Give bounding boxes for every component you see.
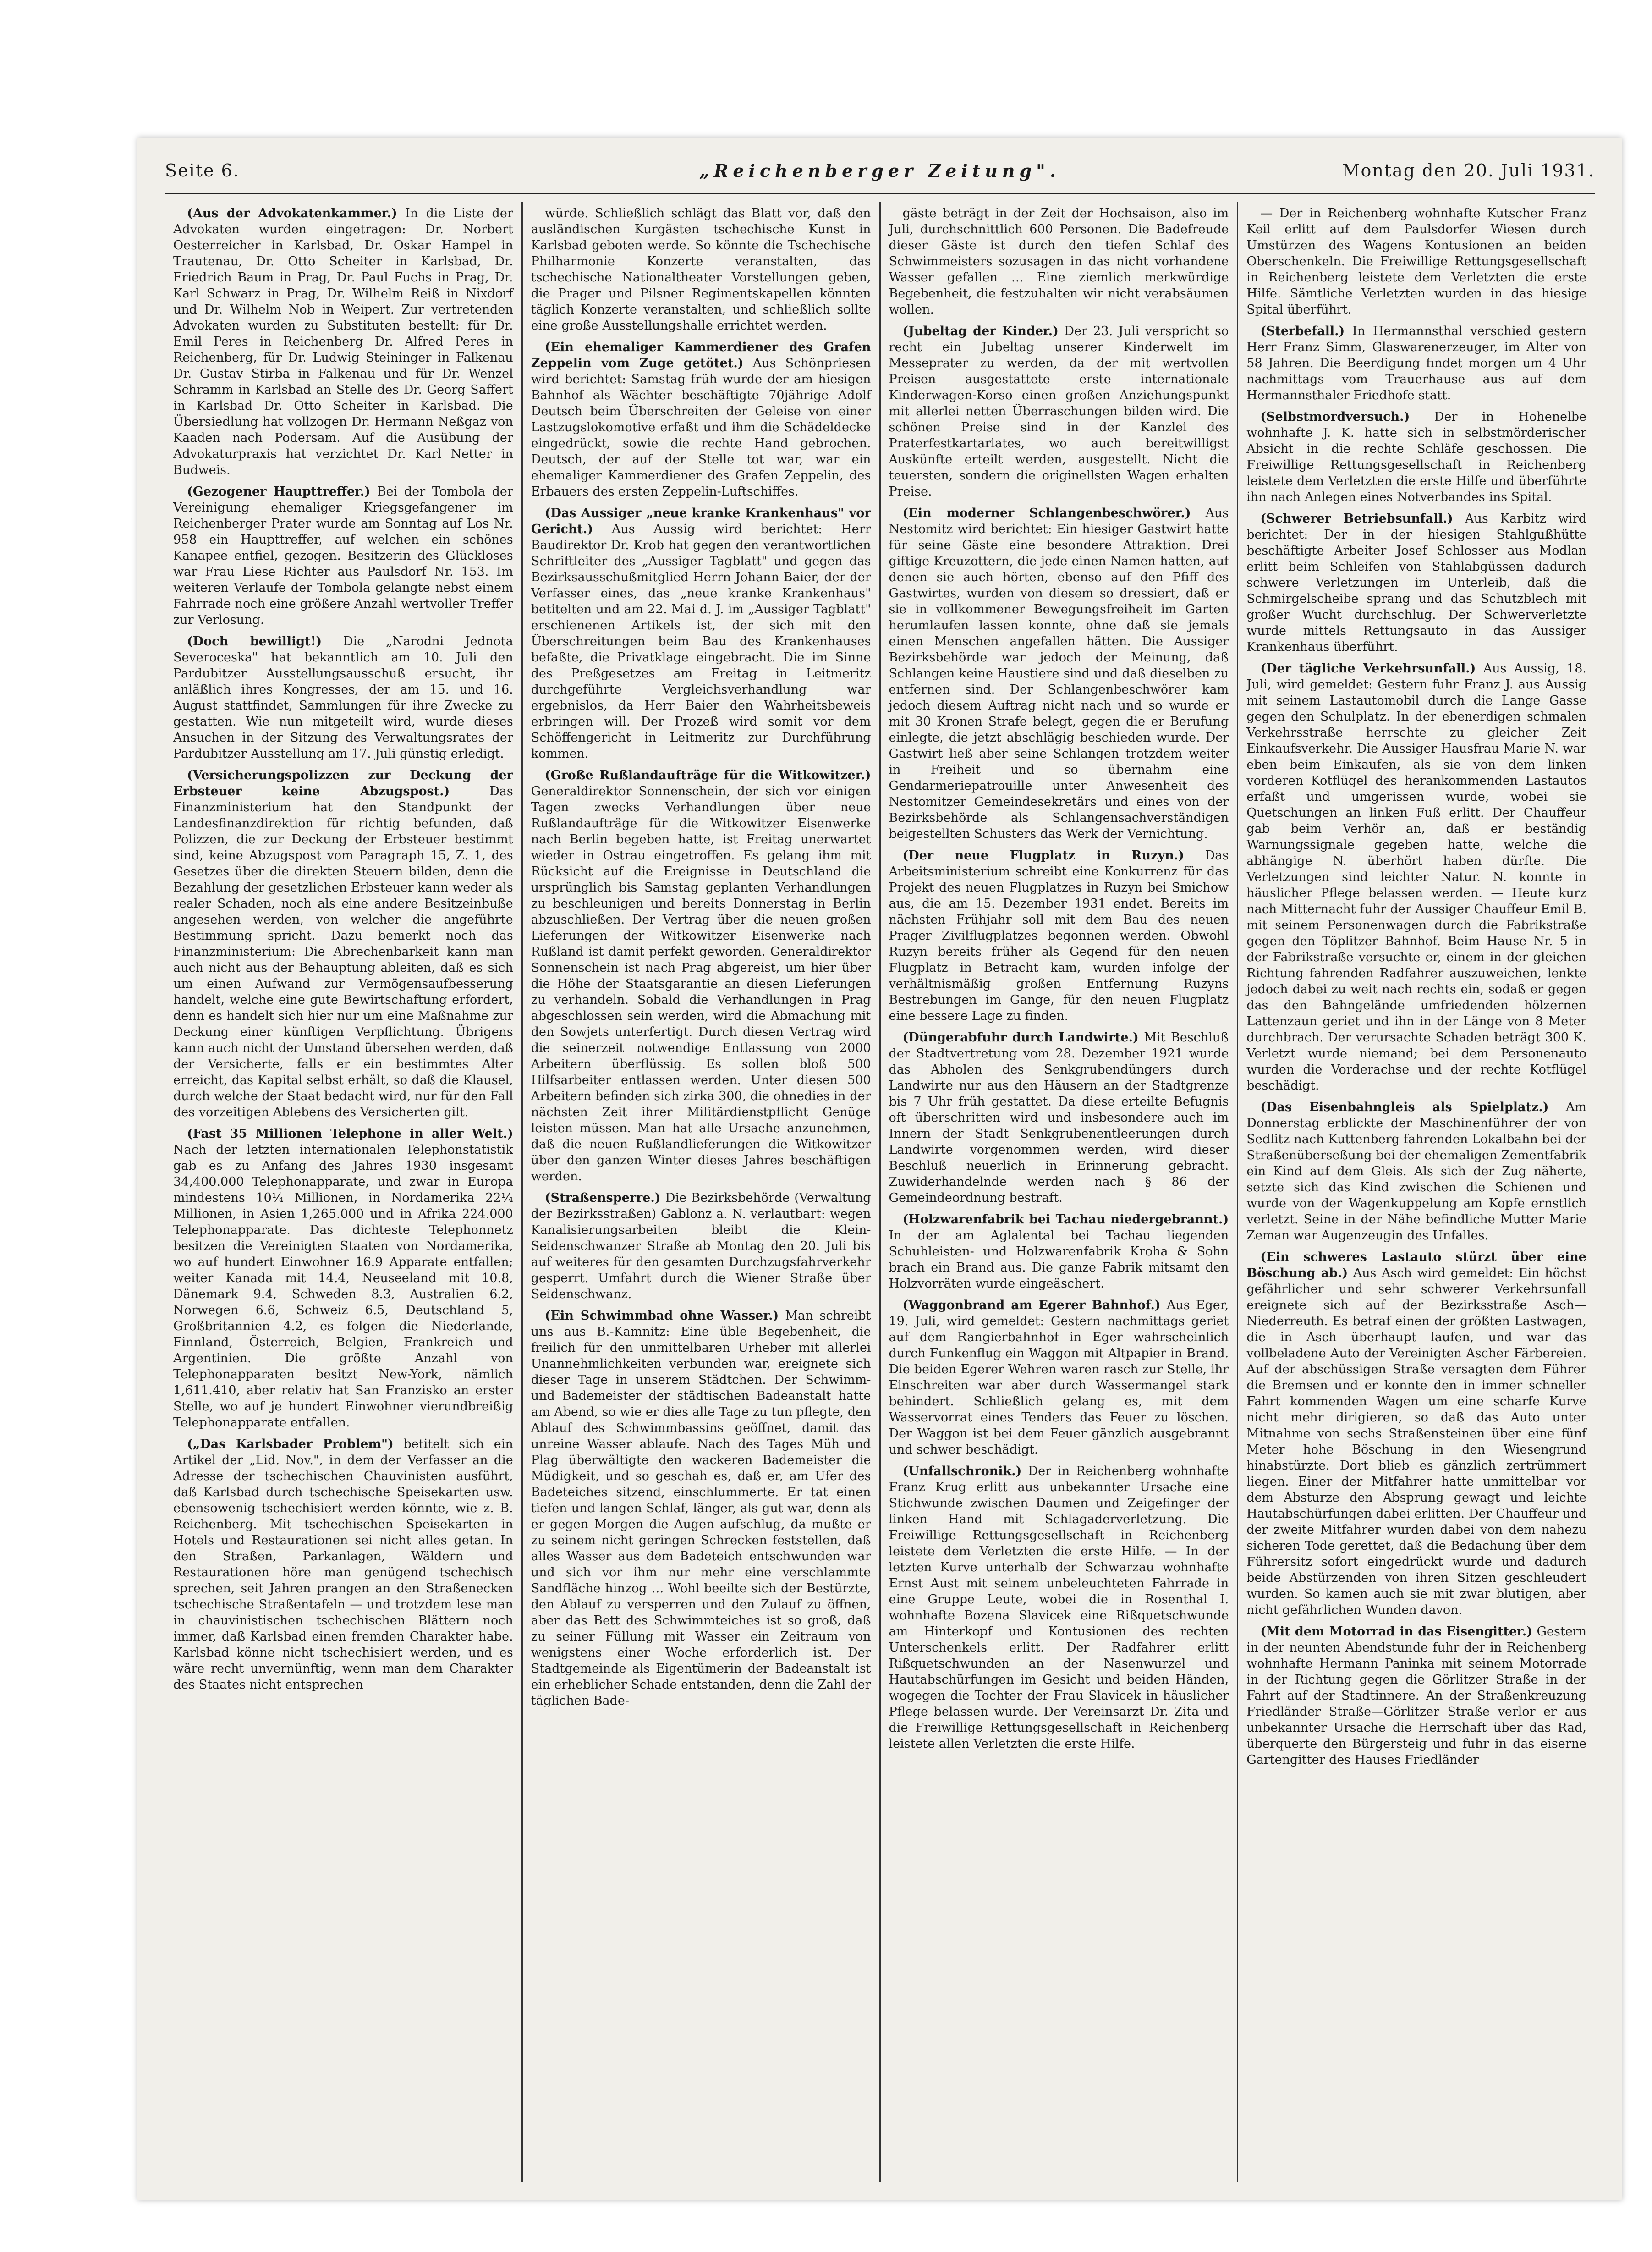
news-item [1246, 1099, 1586, 1244]
news-item-title: (Ein Schwimmbad ohne Wasser.) [544, 1309, 779, 1323]
news-item [1246, 1624, 1586, 1768]
news-item-text: Die Bezirksbehörde (Verwaltung der Bezirksstraßen) Gablonz a. N. verlautbart: wegen Kanalisierungsarbeiten bleibt die Klein-Seidenschwanzer Straße ab Montag den 20. Juli bis auf weiteres für den gesamten Durchzugsfahrverkehr gesperrt. Umfahrt durch die Wiener Straße über Seidenschwanz. [531, 1191, 871, 1301]
news-item-title: (Versicherungspolizzen zur Deckung der Erbsteuer keine Abzugspost.) [173, 768, 513, 798]
news-item-text: In der am Aglalental bei Tachau liegenden Schuhleisten- und Holzwarenfabrik Kroha & Sohn brach ein Brand aus. Die ganze Fabrik mitsamt den Holzvorräten wurde eingeäschert. [889, 1228, 1229, 1291]
news-item-title: (Straßensperre.) [544, 1191, 661, 1205]
news-item-title: (Ein ehemaliger Kammerdiener des Grafen Zeppelin vom Zuge getötet.) [531, 340, 871, 370]
news-item-text: Die „Narodni Jednota Severoceska" hat bekanntlich am 10. Juli den Pardubitzer Ausstellungsausschuß ersucht, ihr anläßlich ihres Kongresses, der am 15. und 16. August stattfindet, Sammlungen für ihre Zwecke zu gestatten. Wie nun mitgeteilt wird, wurde dieses Ansuchen in der Sitzung des Verwaltungsrates der Pardubitzer Ausstellung am 17. Juli günstig erledigt. [173, 634, 513, 761]
page-number: Seite 6. [165, 160, 240, 181]
news-item-text: Aus Eger, 19. Juli, wird gemeldet: Gestern nachmittags geriet auf dem Rangierbahnhof in Eger wahrscheinlich durch Funkenflug ein Waggon mit Altpapier in Brand. Die beiden Egerer Wehren waren rasch zur Stelle, ihr Einschreiten war aber durch Wassermangel stark behindert. Schließlich gelang es, mit dem Wasservorrat eines Tenders das Feuer zu löschen. Der Waggon ist bei dem Feuer gänzlich ausgebrannt und schwer beschädigt. [889, 1298, 1229, 1457]
news-item-text: In die Liste der Advokaten wurden eingetragen: Dr. Norbert Oesterreicher in Karlsbad, Dr. Oskar Hampel in Trautenau, Dr. Otto Scheiter in Karlsbad, Dr. Friedrich Baum in Prag, Dr. Paul Fuchs in Prag, Dr. Karl Schwarz in Prag, Dr. Wilhelm Reiß in Nixdorf und Dr. Wilhelm Nob in Weipert. Zur vertretenden Advokaten wurden zu Substituten bestellt: für Dr. Emil Peres in Reichenberg Dr. Alfred Peres in Reichenberg, für Dr. Ludwig Steininger in Falkenau Dr. Gustav Stirba in Falkenau und für Dr. Wenzel Schramm in Karlsbad an Stelle des Dr. Georg Saffert in Karlsbad Dr. Otto Scheiter in Karlsbad. Die Übersiedlung hat vollzogen Dr. Hermann Neßgaz von Kaaden nach Podersam. Auf die Ausübung der Advokaturpraxis hat verzichtet Dr. Karl Netter in Budweis. [173, 206, 513, 477]
news-item [889, 205, 1229, 318]
news-item [531, 1308, 871, 1709]
news-item-text: — Der in Reichenberg wohnhafte Kutscher Franz Keil erlitt auf dem Paulsdorfer Wiesen durch Umstürzen des Wagens Kontusionen an beiden Oberschenkeln. Die Freiwillige Rettungsgesellschaft in Reichenberg leistete dem Verletzten die erste Hilfe. Sämtliche Verletzten wurden in das hiesige Spital überführt. [1246, 206, 1586, 317]
news-item-title: (Holzwarenfabrik bei Tachau niedergebrannt.) [902, 1212, 1229, 1227]
news-item-title: (Der neue Flugplatz in Ruzyn.) [902, 848, 1184, 863]
news-item [173, 633, 513, 762]
article-columns [165, 202, 1595, 2182]
news-item-text: Am Donnerstag erblickte der Maschinenführer der von Sedlitz nach Kuttenberg fahrenden Lokalbahn bei der Straßenüberseßung bei der ehemaligen Zementfabrik ein Kind auf dem Gleis. Als sich der Zug näherte, setzte sich das Kind zwischen die Schienen und wurde von der Wagenkuppelung am Kopfe ernstlich verletzt. Seine in der Nähe befindliche Mutter Marie Zeman war Augenzeugin des Unfalles. [1246, 1100, 1586, 1243]
news-item-text: Der in Reichenberg wohnhafte Franz Krug erlitt aus unbekannter Ursache eine Stichwunde zwischen Daumen und Zeigefinger der linken Hand mit Schlagaderverletzung. Die Freiwillige Rettungsgesellschaft in Reichenberg leistete dem Verletzten die erste Hilfe. — In der letzten Kurve unterhalb der Schwarzau wohnhafte Ernst Aust mit seinem unbeleuchteten Fahrrade in eine Gruppe Leute, wobei die in Rosenthal I. wohnhafte Bozena Slavicek eine Rißquetschwunde am Hinterkopf und Kontusionen des rechten Unterschenkels erlitt. Der Radfahrer erlitt Rißquetschwunden an der Nasenwurzel und Hautabschürfungen im Gesicht und beiden Händen, wogegen die Tochter der Frau Slavicek in häuslicher Pflege belassen wurde. Der Vereinsarzt Dr. Zita und die Freiwillige Rettungsgesellschaft in Reichenberg leistete allen Verletzten die erste Hilfe. [889, 1464, 1229, 1751]
news-item-title: (Selbstmordversuch.) [1260, 410, 1410, 424]
news-item-text: Gestern in der neunten Abendstunde fuhr der in Reichenberg wohnhafte Hermann Paninka mit seinem Motorrade in der Richtung gegen die Görlitzer Straße in der Fahrt auf der Stadtinnere. An der Straßenkreuzung Friedländer Straße—Görlitzer Straße verlor er aus unbekannter Ursache die Herrschaft über das Rad, überquerte den Bürgersteig und fuhr in das eiserne Gartengitter des Hauses Friedländer [1246, 1624, 1586, 1767]
news-item-title: (Mit dem Motorrad in das Eisengitter.) [1260, 1624, 1533, 1639]
newspaper-title: „Reichenberger Zeitung". [699, 160, 1061, 181]
news-item-text: Bei der Tombola der Vereinigung ehemaliger Kriegsgefangener im Reichenberger Prater wurde am Sonntag auf Los Nr. 958 ein Haupttreffer, auf welchen ein schönes Kanapee entfiel, gezogen. Besitzerin des Glückloses war Frau Liese Richter aus Paulsdorf Nr. 153. Im weiteren Verlaufe der Tombola gelangte nebst einem Fahrrade noch eine größere Anzahl wertvoller Treffer zur Verlosung. [173, 485, 513, 627]
column-1 [165, 202, 523, 2182]
news-item-title: (Jubeltag der Kinder.) [902, 324, 1059, 338]
news-item [889, 323, 1229, 500]
news-item [889, 848, 1229, 1024]
news-item [531, 505, 871, 762]
news-item [173, 205, 513, 478]
news-item-title: (Sterbefall.) [1260, 324, 1345, 338]
news-item [889, 1297, 1229, 1458]
news-item [889, 1211, 1229, 1292]
news-item-text: Das Arbeitsministerium schreibt eine Konkurrenz für das Projekt des neuen Flugplatzes in Ruzyn bei Smichow aus, die am 15. Dezember 1931 endet. Bereits im nächsten Frühjahr soll mit dem Bau des neuen Prager Zivilflugplatzes begonnen werden. Obwohl Ruzyn bereits früher als Gegend für den neuen Flugplatz in Betracht kam, wurden infolge der verhältnismäßig großen Entfernung Ruzyns Bestrebungen im Gange, für den neuen Flugplatz eine bessere Lage zu finden. [889, 848, 1229, 1023]
news-item-text: In Hermannsthal verschied gestern Herr Franz Simm, Glaswarenerzeuger, im Alter von 58 Jahren. Die Beerdigung findet morgen um 4 Uhr nachmittags vom Trauerhause aus auf dem Hermannsthaler Friedhofe statt. [1246, 324, 1586, 402]
news-item-title: (Doch bewilligt!) [187, 634, 322, 649]
news-item [889, 1030, 1229, 1206]
news-item [531, 205, 871, 334]
news-item-title: (Ein schweres Lastauto stürzt über eine Böschung ab.) [1246, 1250, 1586, 1280]
page-header [165, 160, 1595, 188]
news-item-title: (Das Eisenbahngleis als Spielplatz.) [1260, 1100, 1549, 1114]
news-item-text: Nach der letzten internationalen Telephonstatistik gab es zu Anfang des Jahres 1930 insgesamt 34,400.000 Telephonapparate, und zwar in Europa mindestens 10¼ Millionen, in Nordamerika 22¼ Millionen, in Asien 1,265.000 und in Afrika 224.000 Telephonapparate. Das dichteste Telephonnetz besitzen die Vereinigten Staaten von Nordamerika, wo auf hundert Einwohner 16.9 Apparate entfallen; weiter Kanada mit 14.4, Neuseeland mit 10.8, Dänemark 9.4, Schweden 8.3, Australien 6.2, Norwegen 6.6, Schweiz 6.5, Deutschland 5, Großbritannien 4.2, es folgen die Niederlande, Finnland, Österreich, Belgien, Frankreich und Argentinien. Die größte Anzahl von Telephonapparaten besitzt New-York, nämlich 1,611.410, aber relativ hat San Franzisko an erster Stelle, wo auf je hundert Einwohner vierundbreißig Telephonapparate entfallen. [173, 1143, 513, 1430]
news-item-text: Der 23. Juli verspricht so recht ein Jubeltag unserer Kinderwelt im Messeprater zu werden, da der mit wertvollen Preisen ausgestattete erste internationale Kinderwagen-Korso einen großen Anziehungspunkt mit allerlei netten Überraschungen bilden wird. Die schönen Preise sind in der Kanzlei des Praterfestkartariates, wo auch bereitwilligst Auskünfte erteilt werden, ausgestellt. Nicht die teuersten, sondern die originellsten Wagen erhalten Preise. [889, 324, 1229, 499]
news-item [1246, 409, 1586, 505]
news-item [173, 767, 513, 1120]
news-item [1246, 205, 1586, 318]
news-item-title: (Aus der Advokatenkammer.) [187, 206, 397, 220]
news-item-text: gäste beträgt in der Zeit der Hochsaison, also im Juli, durchschnittlich 600 Personen. Die Badefreude dieser Gäste ist durch den tiefen Schlaf des Schwimmeisters sozusagen in das nicht vorhandene Wasser gefallen … Eine ziemlich merkwürdige Begebenheit, die festzuhalten wir nicht verabsäumen wollen. [889, 206, 1229, 317]
column-2 [523, 202, 881, 2182]
news-item [173, 484, 513, 628]
news-item-text: Das Finanzministerium hat den Standpunkt der Landesfinanzdirektion für richtig befunden, daß Polizzen, die zur Deckung der Erbsteuer bestimmt sind, keine Abzugspost vom Paragraph 15, Z. 1, des Gesetzes über die direkten Steuern bilden, denn die Bezahlung der gesetzlichen Erbsteuer kann weder als realer Schaden, noch als eine andere Besitzeinbuße angesehen werden, von welcher die angeführte Bestimmung spricht. Dazu bemerkt noch das Finanzministerium: Die Abrechenbarkeit kann man auch nicht aus der Behauptung ableiten, daß es sich um einen Aufwand zur Vermögensaufbesserung handelt, welche eine gute Bewirtschaftung erfordert, denn es handelt sich hier nur um eine Maßnahme zur Deckung einer künftigen Verpflichtung. Übrigens kann auch nicht der Umstand übersehen werden, daß der Versicherte, falls er ein bestimmtes Alter erreicht, das Kapital selbst erhält, so daß die Klausel, durch welche der Staat bedacht wird, nur für den Fall des vorzeitigen Ablebens des Versicherten gilt. [173, 784, 513, 1119]
news-item-title: (Der tägliche Verkehrsunfall.) [1260, 661, 1476, 676]
news-item-text: betitelt sich ein Artikel der „Lid. Nov.", in dem der Verfasser an die Adresse der tschechischen Chauvinisten ausführt, daß Karlsbad durch tschechische Speisekarten usw. ebensowenig tschechisiert werden könnte, wie z. B. Reichenberg. Mit tschechischen Speisekarten in Hotels und Restaurationen sei nicht alles getan. In den Straßen, Parkanlagen, Wäldern und Restaurationen höre man genügend tschechisch sprechen, seit Jahren prangen an den Straßenecken tschechische Straßentafeln — und trotzdem lese man in chauvinistischen tschechischen Blättern noch immer, daß Karlsbad einen fremden Charakter habe. Karlsbad könne nicht tschechisiert werden, und es wäre recht unvernünftig, wenn man dem Charakter des Staates nicht entsprechen [173, 1437, 513, 1692]
news-item-title: (Ein moderner Schlangenbeschwörer.) [902, 506, 1191, 520]
news-item-title: (Düngerabfuhr durch Landwirte.) [902, 1030, 1139, 1045]
news-item-text: Aus Nestomitz wird berichtet: Ein hiesiger Gastwirt hatte für seine Gäste eine besondere Attraktion. Drei giftige Kreuzottern, die jede einen Namen hatten, auf denen sie auch hörten, ebenso auf den Pfiff des Gastwirtes, wurden von diesem so dressiert, daß er sie in vollkommener Bewegungsfreiheit im Garten herumlaufen lassen konnte, ohne daß sie jemals einen Menschen angefallen hätten. Die Aussiger Bezirksbehörde war jedoch der Meinung, daß Schlangen keine Haustiere sind und daß dieselben zu entfernen sind. Der Schlangenbeschwörer kam jedoch diesem Auftrag nicht nach und so wurde er mit 30 Kronen Strafe belegt, gegen die er Berufung einlegte, die jetzt abschlägig beschieden wurde. Der Gastwirt ließ aber seine Schlangen trotzdem weiter in Freiheit und so übernahm eine Gendarmeriepatrouille unter Anwesenheit des Nestomitzer Gemeindesekretärs und eines von der Bezirksbehörde als Schlangensachverständigen beigestellten Schusters das Werk der Vernichtung. [889, 506, 1229, 841]
news-item-title: („Das Karlsbader Problem") [187, 1437, 394, 1451]
news-item-title: (Das Aussiger „neue kranke Krankenhaus" vor Gericht.) [531, 506, 871, 536]
news-item-text: Aus Karbitz wird berichtet: Der in der hiesigen Stahlgußhütte beschäftigte Arbeiter Josef Schlosser aus Modlan erlitt beim Schleifen von Stahlabgüssen dadurch schwere Verletzungen im Unterleib, daß die Schmirgelscheibe sprang und das Schutzblech mit großer Wucht durchschlug. Der Schwerverletzte wurde mittels Rettungsauto in das Aussiger Krankenhaus überführt. [1246, 512, 1587, 654]
news-item [531, 339, 871, 500]
news-item-text: Aus Asch wird gemeldet: Ein höchst gefährlicher und sehr schwerer Verkehrsunfall ereignete sich auf der Bezirksstraße Asch—Niederreuth. Es betraf einen der größten Lastwagen, die in Asch überhaupt laufen, und war das vollbeladene Auto der Vereinigten Ascher Färbereien. Auf der abschüssigen Straße versagten dem Führer die Bremsen und er konnte den in immer schneller Fahrt kommenden Wagen um eine scharfe Kurve nicht mehr dirigieren, so daß das Auto unter Mitnahme von sechs Straßensteinen über eine fünf Meter hohe Böschung in den Wiesengrund hinabstürzte. Dort blieb es gänzlich zertrümmert liegen. Einer der Mitfahrer hatte unmittelbar vor dem Absturze den Absprung gewagt und leichte Hautabschürfungen dabei erlitten. Der Chauffeur und der zweite Mitfahrer wurden dabei von dem nahezu sicheren Tode gerettet, daß die Bedachung über dem Führersitz sofort eingedrückt wurde und dadurch beide Abstürzenden von ihren Sitzen geschleudert wurden. So kamen auch sie mit zwar blutigen, aber nicht gefährlichen Wunden davon. [1246, 1266, 1586, 1617]
news-item [531, 1190, 871, 1302]
news-item [173, 1126, 513, 1431]
news-item [889, 1463, 1229, 1752]
news-item [889, 505, 1229, 842]
news-item [531, 767, 871, 1184]
news-item-text: Generaldirektor Sonnenschein, der sich vor einigen Tagen zwecks Verhandlungen über neue Rußlandaufträge für die Witkowitzer Eisenwerke nach Berlin begeben hatte, ist Freitag unerwartet wieder in Ostrau eingetroffen. Es gelang ihm mit Rücksicht auf die Ereignisse in Deutschland die ursprünglich bis Samstag geplanten Verhandlungen zu beschleunigen und bereits Donnerstag in Berlin abzuschließen. Der Vertrag über die neuen großen Lieferungen der Witkowitzer Eisenwerke nach Rußland ist damit perfekt geworden. Generaldirektor Sonnenschein ist nach Prag abgereist, um hier über die Höhe der Staatsgarantie an diesen Lieferungen zu verhandeln. Sobald die Verhandlungen in Prag abgeschlossen sein werden, wird die Abmachung mit den Sowjets unterfertigt. Durch diesen Vertrag wird die seinerzeit notwendige Entlassung von 2000 Arbeitern überflüssig. Es sollen bloß 500 Hilfsarbeiter entlassen werden. Unter diesen 500 Arbeitern befinden sich zirka 300, die ohnedies in der nächsten Zeit ihrer Militärdienstpflicht Genüge leisten müssen. Man hat alle Ursache anzunehmen, daß die neuen Rußlandlieferungen die Witkowitzer über den ganzen Winter dieses Jahres beschäftigen werden. [531, 784, 871, 1184]
news-item-title: (Gezogener Haupttreffer.) [187, 485, 371, 499]
news-item [1246, 323, 1586, 403]
news-item-text: würde. Schließlich schlägt das Blatt vor, daß den ausländischen Kurgästen tschechische Kunst in Karlsbad geboten werde. So könnte die Tschechische Philharmonie Konzerte veranstalten, das tschechische Nationaltheater Vorstellungen geben, die Prager und Pilsner Regimentskapellen könnten täglich Konzerte veranstalten, und schließlich sollte eine große Ausstellungshalle errichtet werden. [531, 206, 871, 333]
news-item-title: (Waggonbrand am Egerer Bahnhof.) [902, 1298, 1161, 1312]
newspaper-page [137, 138, 1622, 2200]
news-item [173, 1436, 513, 1693]
column-3 [881, 202, 1239, 2182]
news-item-text: Mit Beschluß der Stadtvertretung vom 28. Dezember 1921 wurde das Abholen des Senkgrubendüngers durch Landwirte nur aus den Häusern an der Stadtgrenze bis 7 Uhr früh gestattet. Da diese erteilte Befugnis oft überschritten wird und insbesondere auch im Innern der Stadt Senkgrubenentleerungen durch Landwirte vorgenommen werden, wird dieser Beschluß neuerlich in Erinnerung gebracht. Zuwiderhandelnde werden nach § 86 der Gemeindeordnung bestraft. [889, 1030, 1229, 1205]
news-item-text: Aus Aussig, 18. Juli, wird gemeldet: Gestern fuhr Franz J. aus Aussig mit seinem Lastautomobil durch die Lange Gasse gegen den Schulplatz. In der ebenerdigen schmalen Verkehrsstraße herrschte zu gleicher Zeit Einkaufsverkehr. Die Aussiger Hausfrau Marie N. war eben beim Einkaufen, als sie von dem linken vorderen Kotflügel des herankommenden Lastautos erfaßt und umgerissen wurde, wobei sie Quetschungen an linken Fuß erlitt. Der Chauffeur gab beim Verhör an, daß er beständig Warnungssignale gegeben hatte, welche die abhängige N. überhört haben dürfte. Die Verletzungen sind leichter Natur. N. konnte in häuslicher Pflege belassen werden. — Heute kurz nach Mitternacht fuhr der Aussiger Chauffeur Emil B. mit seinem Personenwagen durch die Fabrikstraße gegen den Töplitzer Bahnhof. Beim Hause Nr. 5 in der Fabrikstraße versuchte er, einem in der gleichen Richtung fahrenden Radfahrer auszuweichen, lenkte jedoch dabei zu weit nach rechts ein, sodaß er gegen das den Bahngelände umfriedenden hölzernen Lattenzaun geriet und ihn in der Länge von 8 Meter durchbrach. Der verursachte Schaden beträgt 300 K. Verletzt wurde niemand; bei dem Personenauto wurden die Vorderachse und der rechte Kotflügel beschädigt. [1246, 661, 1586, 1093]
news-item-text: Aus Schönpriesen wird berichtet: Samstag früh wurde der am hiesigen Bahnhof als Wächter beschäftigte 70jährige Adolf Deutsch beim Überschreiten der Geleise von einer Lastzugslokomotive erfaßt und ihm die Schädeldecke eingedrückt, sowie die rechte Hand gebrochen. Deutsch, der auf der Stelle tot war, war ein ehemaliger Kammerdiener des Grafen Zeppelin, des Erbauers des ersten Zeppelin-Luftschiffes. [531, 356, 871, 499]
news-item-text: Aus Aussig wird berichtet: Herr Baudirektor Dr. Krob hat gegen den verantwortlichen Schriftleiter des „Aussiger Tagblatt" und gegen das Bezirksausschußmitglied Herrn Johann Baier, der der Verfasser eines, das „neue kranke Krankenhaus" betitelten und am 22. Mai d. J. im „Aussiger Tagblatt" erschienenen Artikels ist, der sich mit den Überschreitungen beim Bau des Krankenhauses befaßte, die Privatklage eingebracht. Die im Sinne des Preßgesetzes am Freitag in Leitmeritz durchgeführte Vergleichsverhandlung war ergebnislos, da Herr Baier den Wahrheitsbeweis erbringen will. Der Prozeß wird somit vor dem Schöffengericht in Leitmeritz zur Durchführung kommen. [531, 522, 871, 761]
issue-date: Montag den 20. Juli 1931. [1342, 160, 1595, 181]
news-item-title: (Große Rußlandaufträge für die Witkowitzer.) [544, 768, 871, 782]
news-item-title: (Unfallschronik.) [902, 1464, 1022, 1478]
news-item-text: Der in Hohenelbe wohnhafte J. K. hatte sich in selbstmörderischer Absicht in die rechte Schläfe geschossen. Die Freiwillige Rettungsgesellschaft in Reichenberg leistete dem Verletzten die erste Hilfe und überführte ihn nach Anlegen eines Notverbandes ins Spital. [1246, 410, 1586, 504]
news-item [1246, 1249, 1586, 1618]
news-item [1246, 511, 1586, 655]
column-4 [1238, 202, 1595, 2182]
news-item [1246, 661, 1586, 1094]
header-rule [165, 193, 1595, 194]
news-item-title: (Schwerer Betriebsunfall.) [1260, 512, 1453, 526]
news-item-title: (Fast 35 Millionen Telephone in aller Welt.) [187, 1127, 513, 1141]
news-item-text: Man schreibt uns aus B.-Kamnitz: Eine üble Begebenheit, die freilich für den unmittelbaren Urheber mit allerlei Unannehmlichkeiten verbunden war, ereignete sich dieser Tage in unserem Städtchen. Der Schwimm- und Bademeister der städtischen Badeanstalt hatte am Abend, so wie er dies alle Tage zu tun pflegte, den Ablauf des Schwimmbassins geöffnet, damit das unreine Wasser ablaufe. Nach des Tages Müh und Plag überwältigte den wackeren Bademeister die Müdigkeit, und so geschah es, daß er, am Ufer des Badeteiches sitzend, einschlummerte. Er tat einen tiefen und langen Schlaf, länger, als gut war, denn als er gegen Morgen die Augen aufschlug, da mußte er zu seinem nicht geringen Schrecken feststellen, daß alles Wasser aus dem Badeteich entschwunden war und sich vor ihm nur mehr eine verschlammte Sandfläche hinzog … Wohl beeilte sich der Bestürzte, den Ablauf zu versperren und den Zulauf zu öffnen, aber das Bett des Schwimmteiches ist so groß, daß zu seiner Füllung mit Wasser ein Zeitraum von wenigstens einer Woche erforderlich ist. Der Stadtgemeinde als Eigentümerin der Badeanstalt ist ein erheblicher Schade entstanden, denn die Zahl der täglichen Bade- [531, 1309, 871, 1708]
